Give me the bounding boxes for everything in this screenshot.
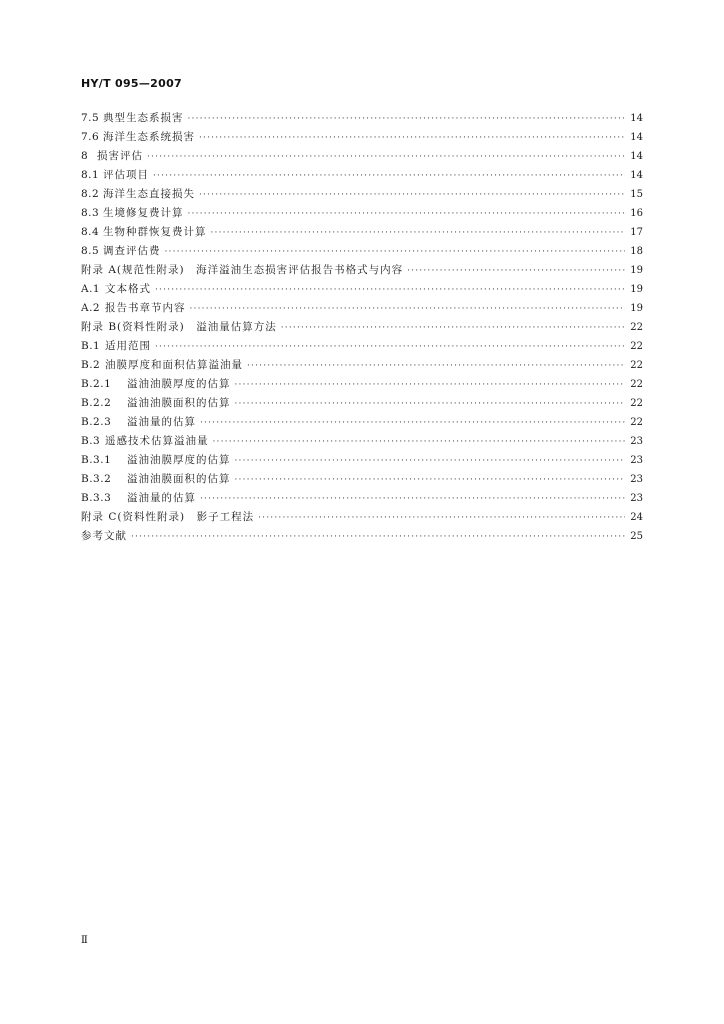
toc-entry-page: 22: [630, 417, 643, 428]
leader-dots: [235, 471, 626, 490]
toc-entry-page: 19: [630, 303, 643, 314]
leader-dots: [147, 148, 625, 167]
leader-dots: [199, 186, 625, 205]
toc-entry-number: 8: [81, 150, 89, 162]
toc-entry-title: 附录 B(资料性附录) 溢油量估算方法: [81, 321, 277, 333]
toc-entry-8-1[interactable]: [81, 166, 643, 185]
toc-entry-title: 附录 C(资料性附录) 影子工程法: [81, 511, 255, 523]
table-of-contents: [81, 109, 643, 546]
toc-entry-number: B.2.3: [81, 416, 112, 428]
toc-entry-page: 25: [630, 531, 643, 542]
leader-dots: [153, 167, 625, 186]
leader-dots: [235, 395, 626, 414]
toc-entry-title: 海洋生态直接损失: [103, 188, 195, 200]
toc-entry-7-6[interactable]: [81, 128, 643, 147]
leader-dots: [188, 205, 626, 224]
toc-entry-title: 溢油量的估算: [127, 492, 196, 504]
toc-entry-b-3-2[interactable]: [81, 470, 643, 489]
toc-entry-appendix-c[interactable]: [81, 508, 643, 527]
toc-entry-number: B.2.2: [81, 397, 112, 409]
toc-entry-b-1[interactable]: [81, 337, 643, 356]
toc-entry-number: 8.3: [81, 207, 100, 219]
toc-entry-7-5[interactable]: [81, 109, 643, 128]
toc-entry-8-3[interactable]: [81, 204, 643, 223]
leader-dots: [155, 281, 625, 300]
toc-entry-number: B.2: [81, 359, 101, 371]
leader-dots: [281, 319, 625, 338]
toc-entry-title: 参考文献: [81, 530, 127, 542]
toc-entry-title: 损害评估: [97, 150, 143, 162]
toc-entry-appendix-b[interactable]: [81, 318, 643, 337]
toc-entry-number: B.1: [81, 340, 101, 352]
toc-entry-page: 23: [630, 493, 643, 504]
leader-dots: [200, 490, 625, 509]
toc-entry-page: 24: [630, 512, 643, 523]
leader-dots: [199, 129, 625, 148]
toc-entry-title: 溢油油膜厚度的估算: [127, 378, 231, 390]
toc-entry-b-2-1[interactable]: [81, 375, 643, 394]
standard-code-header: HY/T 095—2007: [81, 77, 182, 90]
toc-entry-page: 23: [630, 474, 643, 485]
toc-entry-title: 调查评估费: [103, 245, 161, 257]
toc-entry-page: 22: [630, 398, 643, 409]
leader-dots: [211, 224, 626, 243]
toc-entry-number: B.2.1: [81, 378, 112, 390]
toc-entry-title: 溢油油膜面积的估算: [127, 397, 231, 409]
toc-entry-page: 18: [630, 246, 643, 257]
toc-entry-number: 8.4: [81, 226, 100, 238]
toc-entry-title: 海洋生态系统损害: [103, 131, 195, 143]
toc-entry-page: 22: [630, 341, 643, 352]
toc-entry-number: A.2: [81, 302, 101, 314]
leader-dots: [213, 433, 626, 452]
toc-entry-title: 溢油油膜面积的估算: [127, 473, 231, 485]
toc-entry-8-4[interactable]: [81, 223, 643, 242]
toc-entry-title: 附录 A(规范性附录) 海洋溢油生态损害评估报告书格式与内容: [81, 264, 404, 276]
toc-entry-number: 8.5: [81, 245, 100, 257]
toc-entry-number: B.3.1: [81, 454, 112, 466]
toc-entry-title: 遥感技术估算溢油量: [105, 435, 209, 447]
toc-entry-page: 15: [630, 189, 643, 200]
toc-entry-number: 8.1: [81, 169, 100, 181]
page-number-footer: Ⅱ: [81, 935, 88, 946]
toc-entry-8[interactable]: [81, 147, 643, 166]
toc-entry-number: A.1: [81, 283, 101, 295]
toc-entry-b-2[interactable]: [81, 356, 643, 375]
toc-entry-title: 油膜厚度和面积估算溢油量: [105, 359, 243, 371]
toc-entry-page: 19: [630, 284, 643, 295]
toc-entry-number: 7.6: [81, 131, 100, 143]
toc-entry-page: 14: [630, 113, 643, 124]
leader-dots: [247, 357, 625, 376]
toc-entry-title: 溢油油膜厚度的估算: [127, 454, 231, 466]
toc-entry-title: 溢油量的估算: [127, 416, 196, 428]
toc-entry-8-2[interactable]: [81, 185, 643, 204]
leader-dots: [190, 300, 626, 319]
toc-entry-references[interactable]: [81, 527, 643, 546]
toc-entry-number: B.3.2: [81, 473, 112, 485]
leader-dots: [200, 414, 625, 433]
toc-entry-page: 14: [630, 151, 643, 162]
leader-dots: [407, 262, 625, 281]
toc-entry-title: 典型生态系损害: [103, 112, 184, 124]
toc-entry-page: 22: [630, 379, 643, 390]
toc-entry-title: 报告书章节内容: [105, 302, 186, 314]
toc-entry-title: 生物种群恢复费计算: [103, 226, 207, 238]
toc-entry-b-2-2[interactable]: [81, 394, 643, 413]
toc-entry-b-2-3[interactable]: [81, 413, 643, 432]
toc-entry-title: 生境修复费计算: [103, 207, 184, 219]
toc-entry-number: B.3.3: [81, 492, 112, 504]
toc-entry-page: 22: [630, 360, 643, 371]
toc-entry-number: 7.5: [81, 112, 100, 124]
toc-entry-a-2[interactable]: [81, 299, 643, 318]
leader-dots: [131, 528, 625, 547]
toc-entry-page: 16: [630, 208, 643, 219]
toc-entry-page: 22: [630, 322, 643, 333]
leader-dots: [165, 243, 626, 262]
toc-entry-page: 23: [630, 455, 643, 466]
leader-dots: [235, 376, 626, 395]
toc-entry-page: 23: [630, 436, 643, 447]
toc-entry-title: 评估项目: [103, 169, 149, 181]
toc-entry-number: 8.2: [81, 188, 100, 200]
toc-entry-page: 17: [630, 227, 643, 238]
leader-dots: [188, 110, 626, 129]
toc-entry-a-1[interactable]: [81, 280, 643, 299]
toc-entry-number: B.3: [81, 435, 101, 447]
toc-entry-page: 14: [630, 132, 643, 143]
toc-entry-b-3[interactable]: [81, 432, 643, 451]
leader-dots: [235, 452, 626, 471]
toc-entry-b-3-1[interactable]: [81, 451, 643, 470]
toc-entry-b-3-3[interactable]: [81, 489, 643, 508]
leader-dots: [258, 509, 625, 528]
toc-entry-8-5[interactable]: [81, 242, 643, 261]
toc-entry-title: 文本格式: [105, 283, 151, 295]
leader-dots: [155, 338, 625, 357]
toc-entry-page: 14: [630, 170, 643, 181]
toc-entry-page: 19: [630, 265, 643, 276]
toc-entry-title: 适用范围: [105, 340, 151, 352]
toc-entry-appendix-a[interactable]: [81, 261, 643, 280]
